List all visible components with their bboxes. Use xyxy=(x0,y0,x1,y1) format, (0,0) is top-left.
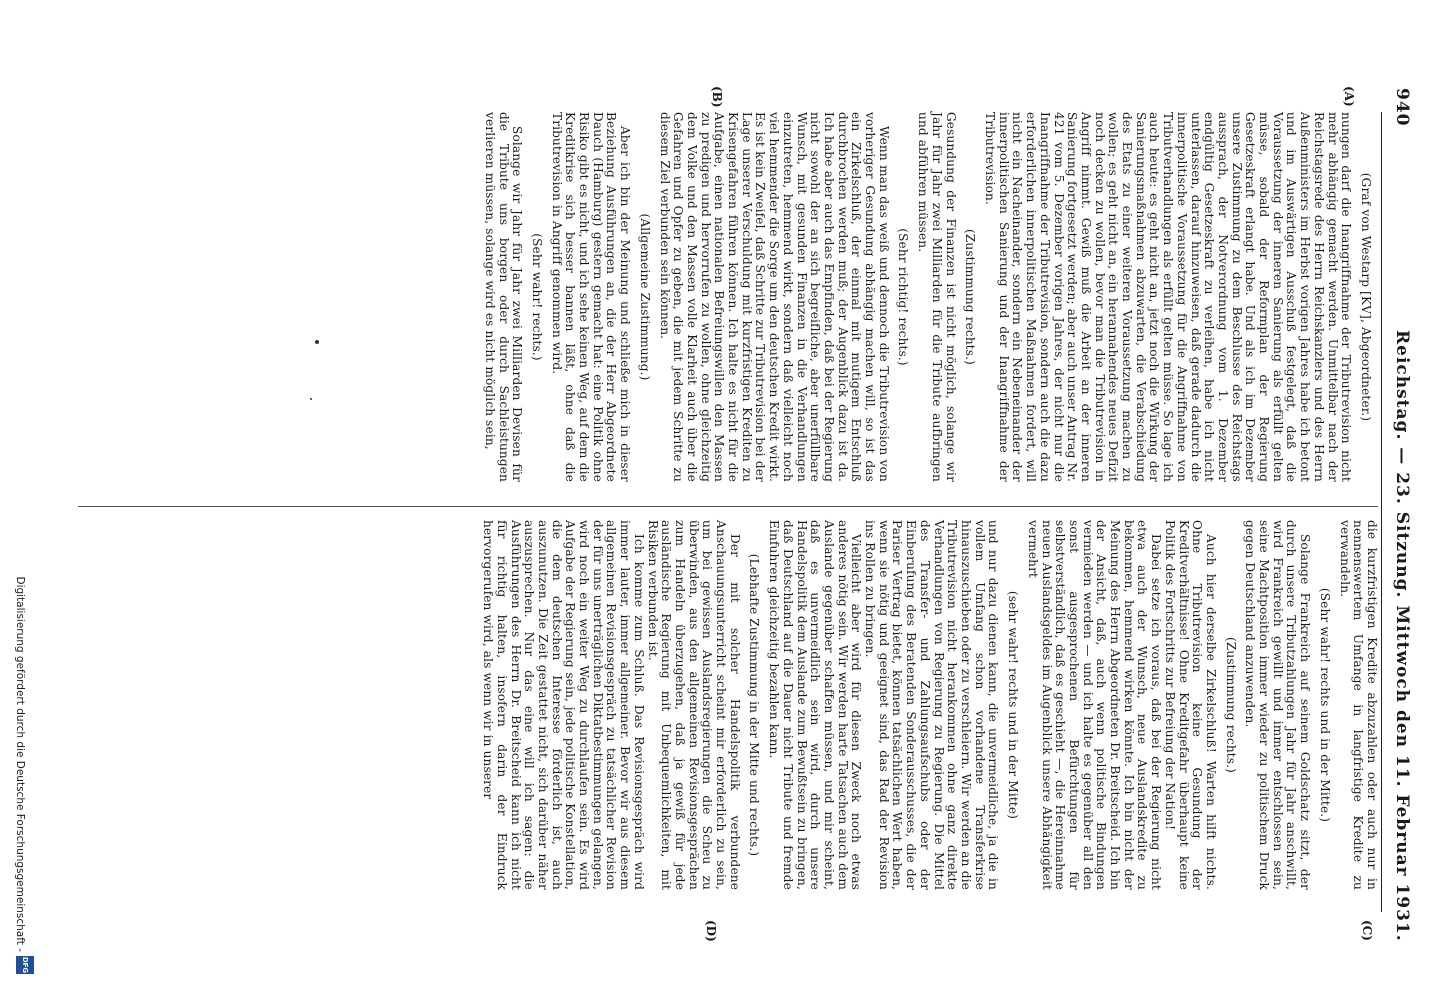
paragraph: und nur dazu dienen kann, die unvermeidliche, ja die in vollem Umfang schon vorhandene Transferkrise hinauszuschieben oder zu verschleiern. Wir werden an die Tributrevision nicht herankommen ohne ganz direkte Verhandlungen von Regierung zu Regierung. Die Mittel des Transfer- und Zahlungsaufschubs oder der Einberufung des Beratenden Sonderausschusses, die der Pariser Vertrag bietet, können tatsächlichen Wert haben, wenn sie nötig und geeignet sind, das Rad der Revision ins Rollen zu bringen. xyxy=(863,520,1001,890)
paragraph: Gesundung der Finanzen ist nicht möglich, solange wir Jahr für Jahr zwei Milliarden für die Tribute aufbringen und abführen müssen. xyxy=(916,112,958,482)
header-rule xyxy=(1381,112,1382,912)
running-title: Reichstag. — 23. Sitzung. Mittwoch den 11. Februar 1931. xyxy=(1392,330,1412,942)
paragraph: Solange Frankreich auf seinem Goldschatz sitzt, der durch unsere Tributzahlungen Jahr für Jahr anschwillt, wird Frankreich gewillt und immer entschlossen sein, seine Machtposition immer wieder zu politischem Druck gegen Deutschland anzuwenden. xyxy=(1243,520,1313,890)
dfg-logo: DFG xyxy=(16,956,34,974)
left-column xyxy=(482,112,1378,482)
print-speck xyxy=(315,340,319,344)
paragraph: die kurzfristigen Kredite abzuzahlen oder auch nur in nennenswertem Umfange in langfristige Kredite zu verwandeln. xyxy=(1337,520,1379,890)
paragraph: Dabei setze ich voraus, daß bei der Regierung nicht etwa auch der Wunsch, neue Auslandskredite zu bekommen, hemmend wirken könnte. Ich bin nicht der Meinung des Herrn Abgeordneten Dr. Breitscheid. Ich bin der Ansicht, daß, auch wenn politische Bindungen vermieden werden — und ich halte es gegenüber all den sonst ausgesprochenen Befürchtungen für selbstverständlich, daß es geschieht —, die Hereinnahme neuen Auslandsgeldes im Augenblick unsere Abhängigkeit vermehrt xyxy=(1025,520,1164,890)
print-speck xyxy=(310,398,312,400)
interjection: (Sehr wahr! rechts.) xyxy=(529,233,544,361)
margin-mark-b: (B) xyxy=(710,86,724,108)
paragraph: Auch hier derselbe Zirkelschluß! Warten hilft nichts. Ohne Tributrevision keine Gesundung der Kreditverhältnisse! Ohne Kreditgefahr überhaupt keine Politik des Fortschritts zur Befreiung der Nation! xyxy=(1162,520,1218,890)
column-divider xyxy=(78,506,1378,507)
speaker-line: (Graf von Westarp [KV], Abgeordneter.) xyxy=(1359,172,1373,422)
paragraph: Vielleicht aber wird für diesen Zweck noch etwas anderes nötig sein. Wir werden harte Tatsachen auch dem Auslande gegenüber schaffen müssen, und mir scheint, daß es unvermeidlich sein wird, durch unsere Handelspolitik dem Auslande zum Bewußtsein zu bringen, daß Deutschland auf die Dauer nicht Tribute und fremde Einfuhren gleichzeitig bezahlen kann. xyxy=(767,520,864,890)
margin-mark-a: (A) xyxy=(1342,86,1356,107)
margin-mark-d: (D) xyxy=(704,920,718,942)
interjection: (Allgemeine Zustimmung.) xyxy=(637,213,652,381)
interjection: (Sehr richtig! rechts.) xyxy=(896,228,911,366)
page-number: 940 xyxy=(1392,88,1412,127)
interjection: (Zustimmung rechts.) xyxy=(963,228,978,366)
margin-mark-c: (C) xyxy=(1360,920,1374,941)
interjection: (Zustimmung rechts.) xyxy=(1223,636,1238,774)
paragraph: nungen darf die Inangriffnahme der Tributrevision nicht mehr abhängig gemacht werden. Unmittelbar nach der Reichstagsrede des Herrn Reichskanzlers und des Herrn Außenministers im Herbst vorigen Jahres habe ich betont und im Auswärtigen Ausschuß festgelegt, daß die Voraussetzung der inneren Sanierung als erfüllt gelten müsse, sobald der Reformplan der Regierung Gesetzeskraft erlangt habe. Und als ich im Dezember unsere Zustimmung zu dem Beschlusse des Reichstags aussprach, der Notverordnung vom 1. Dezember endgültig Gesetzeskraft zu verleihen, habe ich nicht unterlassen, darauf hinzuweisen, daß gerade dadurch die innerpolitische Voraussetzung für die Angriffnahme von Tributverhandlungen als erfüllt gelten müsse. So lage ich auch heute: es geht nicht an, jetzt noch die Wirkung der Sanierungsmaßnahmen abzuwarten, die Verabschiedung des Etats zu einer weiteren Voraussetzung machen zu wollen; es geht nicht an, ein herannahendes neues Defizit noch decken zu wollen, bevor man die Tributrevision in Angriff nimmt. Gewiß muß die Arbeit an der inneren Sanierung fortgesetzt werden; aber auch unser Antrag Nr. 421 vom 5. Dezember vorigen Jahres, der nicht nur die Inangriffnahme der Tributrevision, sondern auch die dazu erforderlichen innerpolitischen Maßnahmen fordert, will nicht ein Nacheinander, sondern ein Nebeneinander der innerpolitischen Sanierung und der Inangriffnahme der Tributrevision. xyxy=(983,112,1354,482)
paragraph: Ich komme zum Schluß. Das Revisionsgespräch wird immer lauter, immer allgemeiner. Bevor wir aus diesem allgemeinen Revisionsgespräch zu tatsächlicher Revision der für uns unerträglichen Diktatbestimmungen gelangen, wird noch ein weiter Weg zu durchlaufen sein. Es wird Aufgabe der Regierung sein, jede politische Konstellation, die dem deutschen Interesse förderlich ist, auch auszunutzen. Die Zeit gestattet nicht, sich darüber näher auszusprechen. Nur das eine will ich sagen: die Ausführungen des Herrn Dr. Breitscheid kann ich nicht für richtig halten, insofern darin der Eindruck hervorgerufen wird, als wenn wir in unserer xyxy=(481,520,646,890)
paragraph: Wenn man das weiß und dennoch die Tributrevision von vorheriger Gesundung abhängig machen will, so ist das ein Zirkelschluß, der einmal mit mutigem Entschluß durchbrochen werden muß; der Augenblick dazu ist da. Ich habe aber auch das Empfinden, daß bei der Regierung nicht sowohl der an sich begreifliche, aber unerfüllbare Wunsch, mit gesunden Finanzen in die Verhandlungen einzutreten, hemmend wirkt, sondern daß vielleicht noch viel hemmender die Sorge um den deutschen Kredit wirkt. Es ist kein Zweifel, daß Schritte zur Tributrevision bei der Lage unserer Verschuldung mit kurzfristigen Krediten zu Krisengefahren führen können. Ich halte es nicht für die Aufgabe, einen nationalen Befreiungswillen den Massen zu predigen und hervorrufen zu wollen, ohne gleichzeitig dem Volke und den Massen volle Klarheit auch über die Gefahren und Opfer zu geben, die mit jedem Schritte zu diesem Ziel verbunden sein können. xyxy=(657,112,891,482)
interjection: (Lebhafte Zustimmung in der Mitte und rechts.) xyxy=(747,553,762,857)
paragraph: Der mit solcher Handelspolitik verbundene Anschauungsunterricht scheint mir erforderlich zu sein, um bei gewissen Auslandsregierungen die Scheu zu überwinden, aus den allgemeinen Revisionsgesprächen zum Handeln überzugehen, daß ja gewiß für jede ausländische Regierung mit Unbequemlichkeiten, mit Risiken verbunden ist. xyxy=(645,520,742,890)
paragraph: Aber ich bin der Meinung und schließe mich in dieser Beziehung Ausführungen an, die der Herr Abgeordnete Dauch (Hamburg) gestern gemacht hat: eine Politik ohne Risiko gibt es nicht, und ich sehe keinen Weg, auf dem die Kreditkrise sich besser bannen läßt, ohne daß die Tributrevision in Angriff genommen wird. xyxy=(549,112,633,482)
interjection: (Sehr wahr! rechts und in der Mitte.) xyxy=(1317,587,1332,823)
interjection: (sehr wahr! rechts und in der Mitte) xyxy=(1006,590,1021,820)
paragraph: Solange wir Jahr für Jahr zwei Milliarden Devisen für die Tribute uns borgen oder durch Sachleistungen verlieren müssen, solange wird es nicht möglich sein, xyxy=(482,112,525,482)
digitization-credit: Digitalisierung gefördert durch die Deutsche Forschungsgemeinschaft - xyxy=(14,576,26,952)
right-column xyxy=(480,520,1378,890)
